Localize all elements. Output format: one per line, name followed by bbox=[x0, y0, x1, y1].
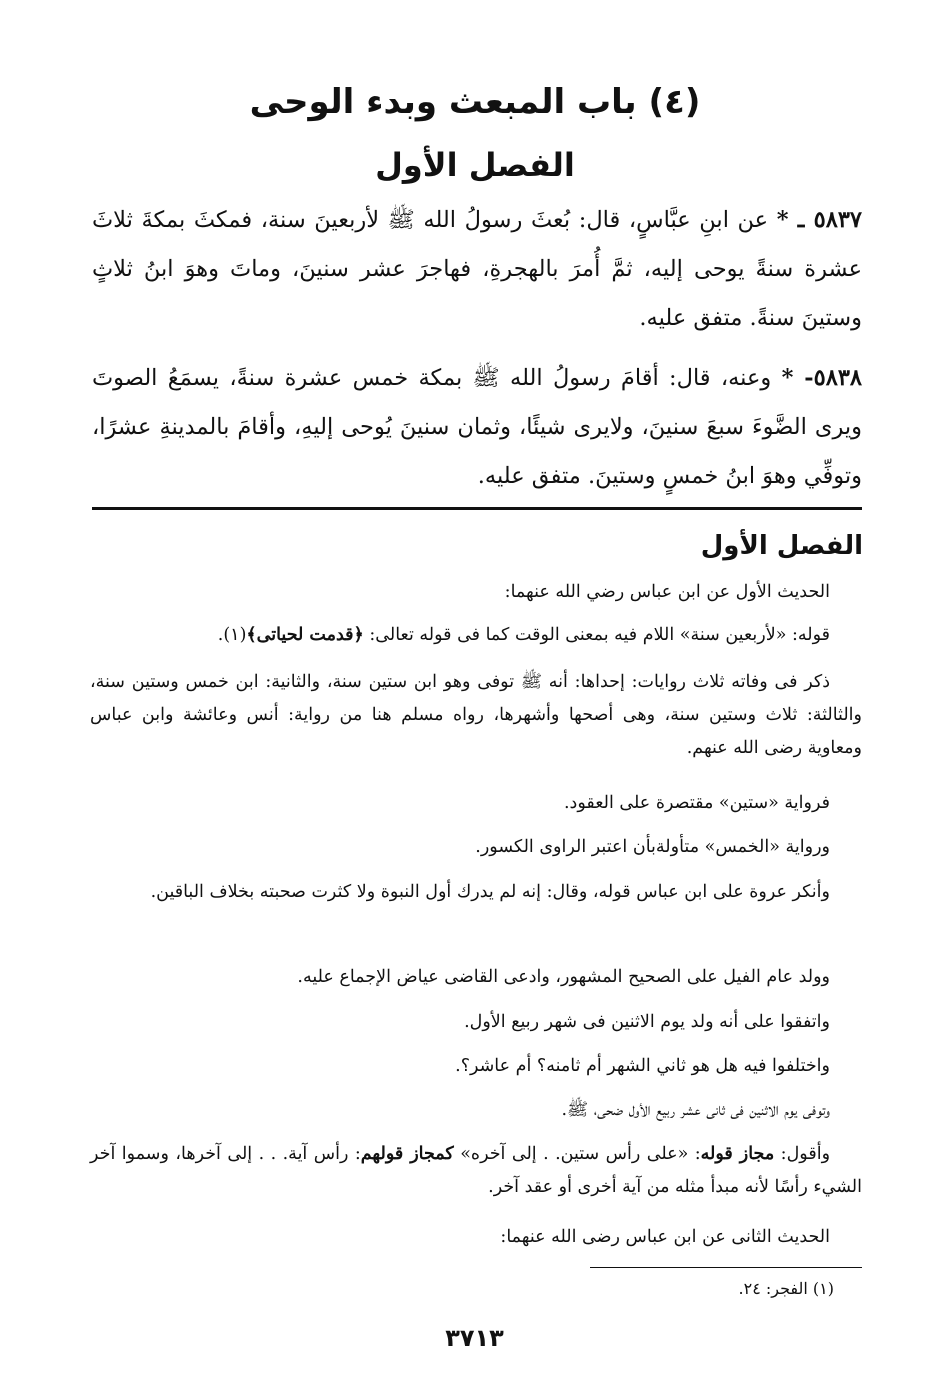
bold-term: مجاز قوله bbox=[700, 1144, 775, 1164]
section-title: الفصل الأول bbox=[375, 146, 575, 184]
commentary-paragraph: الحديث الأول عن ابن عباس رضي الله عنهما: bbox=[504, 582, 830, 602]
hadith-5837 bbox=[92, 196, 862, 343]
commentary-paragraph: وولد عام الفيل على الصحيح المشهور، وادعى القاضى عياض الإجماع عليه. bbox=[297, 967, 830, 987]
commentary-paragraph bbox=[90, 619, 862, 652]
commentary-paragraph: واختلفوا فيه هل هو ثاني الشهر أم ثامنه؟ أم عاشر؟. bbox=[455, 1056, 830, 1076]
hadith-text: وعنه، قال: أقامَ رسولُ الله ﷺ بمكة خمس عشرة سنةً، يسمَعُ الصوتَ ويرى الضَّوءَ سبعَ سنينَ، ولايرى شيئًا، وثمان سنينَ يُوحى إليهِ، وأقامَ بالمدينةِ عشرًا، وتوفِّي وهوَ ابنُ خمسٍ وستينَ. متفق عليه. bbox=[92, 365, 862, 489]
paragraph-text: : رأس آية. . . إلى آخرها، وسموا آخر الشيء رأسًا لأنه مبدأ مثله من آية أخرى أو عقد آخر. bbox=[90, 1144, 862, 1197]
commentary-paragraph: ذكر فى وفاته ثلاث روايات: إحداها: أنه ﷺ توفى وهو ابن ستين سنة، والثانية: ابن خمس وستين سنة، والثالثة: ثلاث وستين سنة، وهى أصحها وأشهرها، رواه مسلم هنا من رواية: أنس وعائشة وابن عباس ومعاوية رضى الله عنهم. bbox=[90, 672, 862, 758]
page-number: ٣٧١٣ bbox=[445, 1324, 504, 1352]
bold-term: كمجاز قولهم bbox=[360, 1144, 454, 1164]
commentary-paragraph bbox=[90, 1138, 862, 1204]
quran-quote: ﴿قدمت لحياتى﴾ bbox=[246, 625, 364, 645]
hadith-number: ٥٨٣٧ ـ * bbox=[776, 207, 862, 233]
commentary-paragraph: فرواية «ستين» مقتصرة على العقود. bbox=[563, 793, 830, 813]
paragraph-text: وأقول: bbox=[774, 1144, 831, 1164]
commentary-title: الفصل الأول bbox=[700, 531, 863, 561]
commentary-paragraph: واتفقوا على أنه ولد يوم الاثنين فى شهر ربيع الأول. bbox=[464, 1012, 830, 1032]
hadith-text: عن ابنِ عبَّاسٍ، قال: بُعثَ رسولُ الله ﷺ لأربعينَ سنة، فمكثَ بمكةَ ثلاثَ عشرة سنةً يوحى إليه، ثمَّ أُمرَ بالهجرةِ، فهاجرَ عشر سنينَ، وماتَ وهوَ ابنُ ثلاثٍ وستينَ سنةً. متفق عليه. bbox=[92, 207, 863, 331]
paragraph-text: قوله: «لأربعين سنة» اللام فيه بمعنى الوقت كما فى قوله تعالى: bbox=[363, 625, 830, 645]
paragraph-text: : «على رأس ستين. . إلى آخره» bbox=[453, 1144, 701, 1164]
commentary-paragraph: ورواية «الخمس» متأولةبأن اعتبر الراوى الكسور. bbox=[475, 837, 830, 857]
commentary-paragraph: وأنكر عروة على ابن عباس قوله، وقال: إنه لم يدرك أول النبوة ولا كثرت صحبته بخلاف الباقين. bbox=[150, 882, 830, 902]
hadith-number: ٥٨٣٨- * bbox=[781, 365, 862, 391]
section-divider bbox=[92, 507, 862, 510]
footnote-divider bbox=[590, 1267, 862, 1268]
footnote-ref: (١). bbox=[217, 625, 247, 645]
hadith-5838 bbox=[92, 354, 862, 501]
commentary-paragraph: الحديث الثانى عن ابن عباس رضى الله عنهما: bbox=[500, 1227, 830, 1247]
commentary-paragraph: وتوفى يوم الاثنين فى ثانى عشر ربيع الأول ضحى، ﷺ. bbox=[561, 1100, 830, 1120]
chapter-title: (٤) باب المبعث وبدء الوحى bbox=[249, 82, 701, 122]
footnote: (١) الفجر: ٢٤. bbox=[738, 1279, 834, 1298]
